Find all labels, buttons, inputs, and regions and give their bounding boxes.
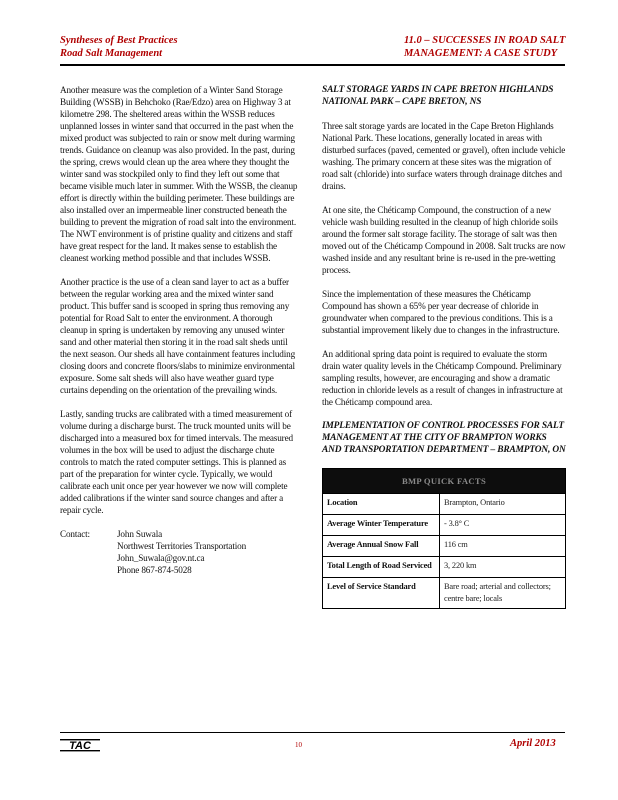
contact-phone: Phone 867-874-5028	[117, 565, 192, 575]
chapter-title-line2: MANAGEMENT: A CASE STUDY	[404, 48, 558, 59]
table-key: Average Annual Snow Fall	[323, 536, 440, 557]
table-heading: BMP QUICK FACTS	[323, 469, 566, 494]
paragraph-implementation: Since the implementation of these measures the Chéticamp Compound has shown a 65% per year decrease of chloride in groundwater when compared to the previous conditions. This is a substantial improvement likely due to changes in the infrastructure.	[322, 289, 560, 335]
paragraph-buffer-sand: Another practice is the use of a clean sand layer to act as a buffer between the regular working area and the mixed winter sand product. This buffer sand is scooped in spring thus removing any potential for Road Salt to enter the environment. A thorough cleanup in spring is undertaken by removing any unused winter sand and other material then storing it in the road salt sheds until the next season. Our sheds all have containment features including closing doors and concrete floors/slabs to minimize environmental exposure. Some salt sheds will also have weather guard type curtains depending on the orientation of the prevailing winds.	[60, 277, 296, 395]
table-row	[323, 557, 566, 578]
table-value: Bare road; arterial and collectors; centre bare; locals	[440, 578, 566, 609]
contact-label: Contact:	[60, 529, 90, 539]
paragraph-cheticamp: At one site, the Chéticamp Compound, the construction of a new vehicle wash building resulted in the cleanup of high chloride soils around the former salt storage facility. The storage of salt was then moved out of the Chéticamp Compound in 2008. Salt trucks are now washed inside and any resultant brine is re-used in the pre-wetting process.	[322, 205, 566, 275]
footer-divider	[60, 732, 565, 733]
contact-details	[117, 528, 246, 576]
paragraph-wssb: Another measure was the completion of a Winter Sand Storage Building (WSSB) in Behchoko (Rae/Edzo) area on Highway 3 at kilometre 298. The sheltered areas within the WSSB reduces unplanned losses in winter sand that occurred in the past when the mixed product was subjected to rain or snow melt during warming trends. Guidance on cleanup was also provided. In the past, during the spring, crews would clean up the area where they thought the winter sand was stockpiled only to find they left out some that became visible much later in summer. With the WSSB, the cleanup effort is directly within the building perimeter. These buildings are also installed over an impermeable liner constructed beneath the building to prevent the migration of road salt into the environment. The NWT environment is of pristine quality and citizens and staff have great respect for the land. It makes sense to establish the cleanest working method possible and that includes WSSB.	[60, 85, 298, 263]
table-value: 3, 220 km	[440, 557, 566, 578]
left-column	[60, 84, 300, 588]
contact-block	[60, 528, 300, 588]
paragraph-spring-data: An additional spring data point is required to evaluate the storm drain water quality levels in the Chéticamp Compound. Preliminary sampling results, however, are encouraging and show a dramatic reduction in chloride levels as a result of changes in infrastructure at the Chéticamp compound area.	[322, 349, 563, 407]
table-row	[323, 536, 566, 557]
contact-email[interactable]: John_Suwala@gov.nt.ca	[117, 553, 205, 563]
table-key: Level of Service Standard	[323, 578, 440, 609]
page-number: 10	[295, 741, 302, 749]
table-row	[323, 578, 566, 609]
contact-name: John Suwala	[117, 529, 163, 539]
table-key: Location	[323, 494, 440, 515]
table-key: Total Length of Road Serviced	[323, 557, 440, 578]
header-right	[404, 34, 565, 60]
footer-date: April 2013	[510, 738, 556, 749]
table-value: Brampton, Ontario	[440, 494, 566, 515]
table-value: - 3.8° C	[440, 515, 566, 536]
bmp-quick-facts-table	[322, 468, 566, 609]
tac-logo	[60, 737, 100, 753]
table-row	[323, 515, 566, 536]
paragraph-storage-yards: Three salt storage yards are located in the Cape Breton Highlands National Park. These locations, generally located in areas with disturbed surfaces (paved, cemented or gravel), often include vehicle washing. The primary concern at these sites was the migration of road salt (chloride) into surface waters through drainage ditches and drains.	[322, 121, 566, 191]
contact-organization: Northwest Territories Transportation	[117, 541, 247, 551]
chapter-title-line1: 11.0 – SUCCESSES IN ROAD SALT	[404, 35, 566, 46]
document-subtitle: Road Salt Management	[60, 48, 163, 59]
section-title-cape-breton: SALT STORAGE YARDS IN CAPE BRETON HIGHLANDS NATIONAL PARK – CAPE BRETON, NS	[322, 85, 554, 107]
tac-logo-text: TAC	[69, 740, 91, 752]
table-key: Average Winter Temperature	[323, 515, 440, 536]
header-left	[60, 34, 178, 60]
table-row	[323, 494, 566, 515]
header-divider	[60, 64, 565, 66]
section-title-brampton: IMPLEMENTATION OF CONTROL PROCESSES FOR SALT MANAGEMENT AT THE CITY OF BRAMPTON WORKS AND TRANSPORTATION DEPARTMENT – BRAMPTON, ON	[322, 421, 566, 455]
table-value: 116 cm	[440, 536, 566, 557]
document-title: Syntheses of Best Practices	[60, 35, 178, 46]
paragraph-calibration: Lastly, sanding trucks are calibrated with a timed measurement of volume during a discharge burst. The truck mounted units will be discharged into a measured box for timed intervals. The measured volumes in the box will be used to adjust the discharge chute controls to match the rated computer settings. This is planned as part of the preparation for winter cycle. Typically, we would calibrate each unit once per year however we now will complete added calibrations if the winter sand source changes and after a repair cycle.	[60, 409, 293, 515]
right-column	[322, 84, 566, 609]
